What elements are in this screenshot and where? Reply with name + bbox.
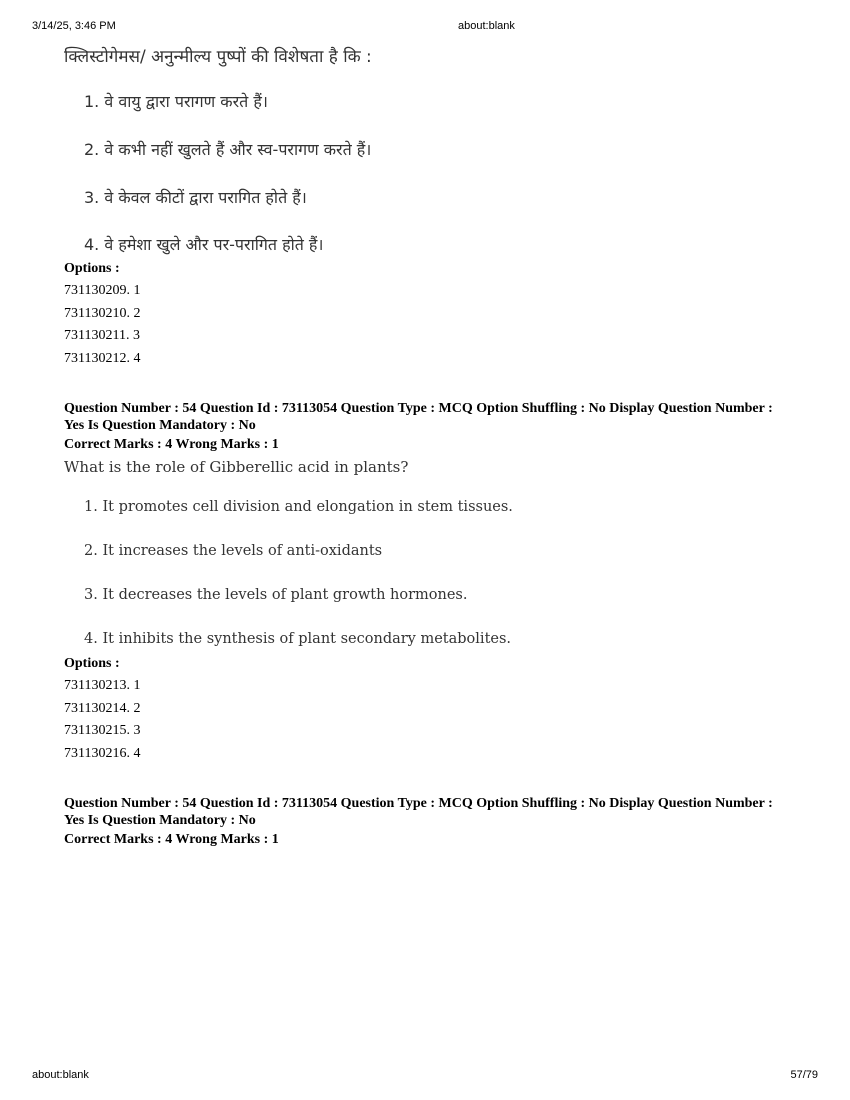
- option-id: 731130210. 2: [64, 306, 141, 321]
- question-stem: What is the role of Gibberellic acid in plants?: [64, 458, 409, 476]
- question-option: 3. It decreases the levels of plant growth hormones.: [84, 587, 468, 603]
- question-option: 4. It inhibits the synthesis of plant secondary metabolites.: [84, 631, 512, 647]
- question-marks: Correct Marks : 4 Wrong Marks : 1: [64, 832, 279, 847]
- option-id: 731130209. 1: [64, 283, 141, 298]
- question-stem-hindi: क्लिस्टोगेमस/ अनुन्मील्य पुष्पों की विशेषता है कि :: [64, 47, 372, 67]
- print-url: about:blank: [458, 20, 515, 32]
- question-option: 2. It increases the levels of anti-oxidants: [84, 543, 383, 559]
- question-option: 1. It promotes cell division and elongation in stem tissues.: [84, 499, 513, 515]
- option-id: 731130212. 4: [64, 351, 141, 366]
- options-label: Options :: [64, 656, 120, 671]
- question-option-hindi: 1. वे वायु द्वारा परागण करते हैं।: [84, 92, 268, 111]
- print-footer: [0, 1069, 850, 1083]
- options-label: Options :: [64, 261, 120, 276]
- question-meta: Question Number : 54 Question Id : 73113054 Question Type : MCQ Option Shuffling : No Display Question Number : Yes Is Question Mandatory : No: [64, 796, 773, 828]
- print-header: [0, 20, 850, 34]
- option-id: 731130215. 3: [64, 723, 141, 738]
- question-image-hindi: [64, 40, 464, 264]
- page-number: 57/79: [790, 1069, 818, 1081]
- option-id: 731130213. 1: [64, 678, 141, 693]
- option-id: 731130216. 4: [64, 746, 141, 761]
- question-marks: Correct Marks : 4 Wrong Marks : 1: [64, 437, 279, 452]
- option-id: 731130211. 3: [64, 328, 140, 343]
- question-option-hindi: 4. वे हमेशा खुले और पर-परागित होते हैं।: [84, 235, 324, 254]
- question-image-english: [64, 455, 534, 655]
- question-option-hindi: 2. वे कभी नहीं खुलते हैं और स्व-परागण करते हैं।: [84, 140, 372, 159]
- print-datetime: 3/14/25, 3:46 PM: [32, 20, 116, 32]
- question-option-hindi: 3. वे केवल कीटों द्वारा परागित होते हैं।: [84, 188, 307, 207]
- footer-url: about:blank: [32, 1069, 89, 1081]
- question-meta: Question Number : 54 Question Id : 73113054 Question Type : MCQ Option Shuffling : No Display Question Number : Yes Is Question Mandatory : No: [64, 401, 773, 433]
- option-id: 731130214. 2: [64, 701, 141, 716]
